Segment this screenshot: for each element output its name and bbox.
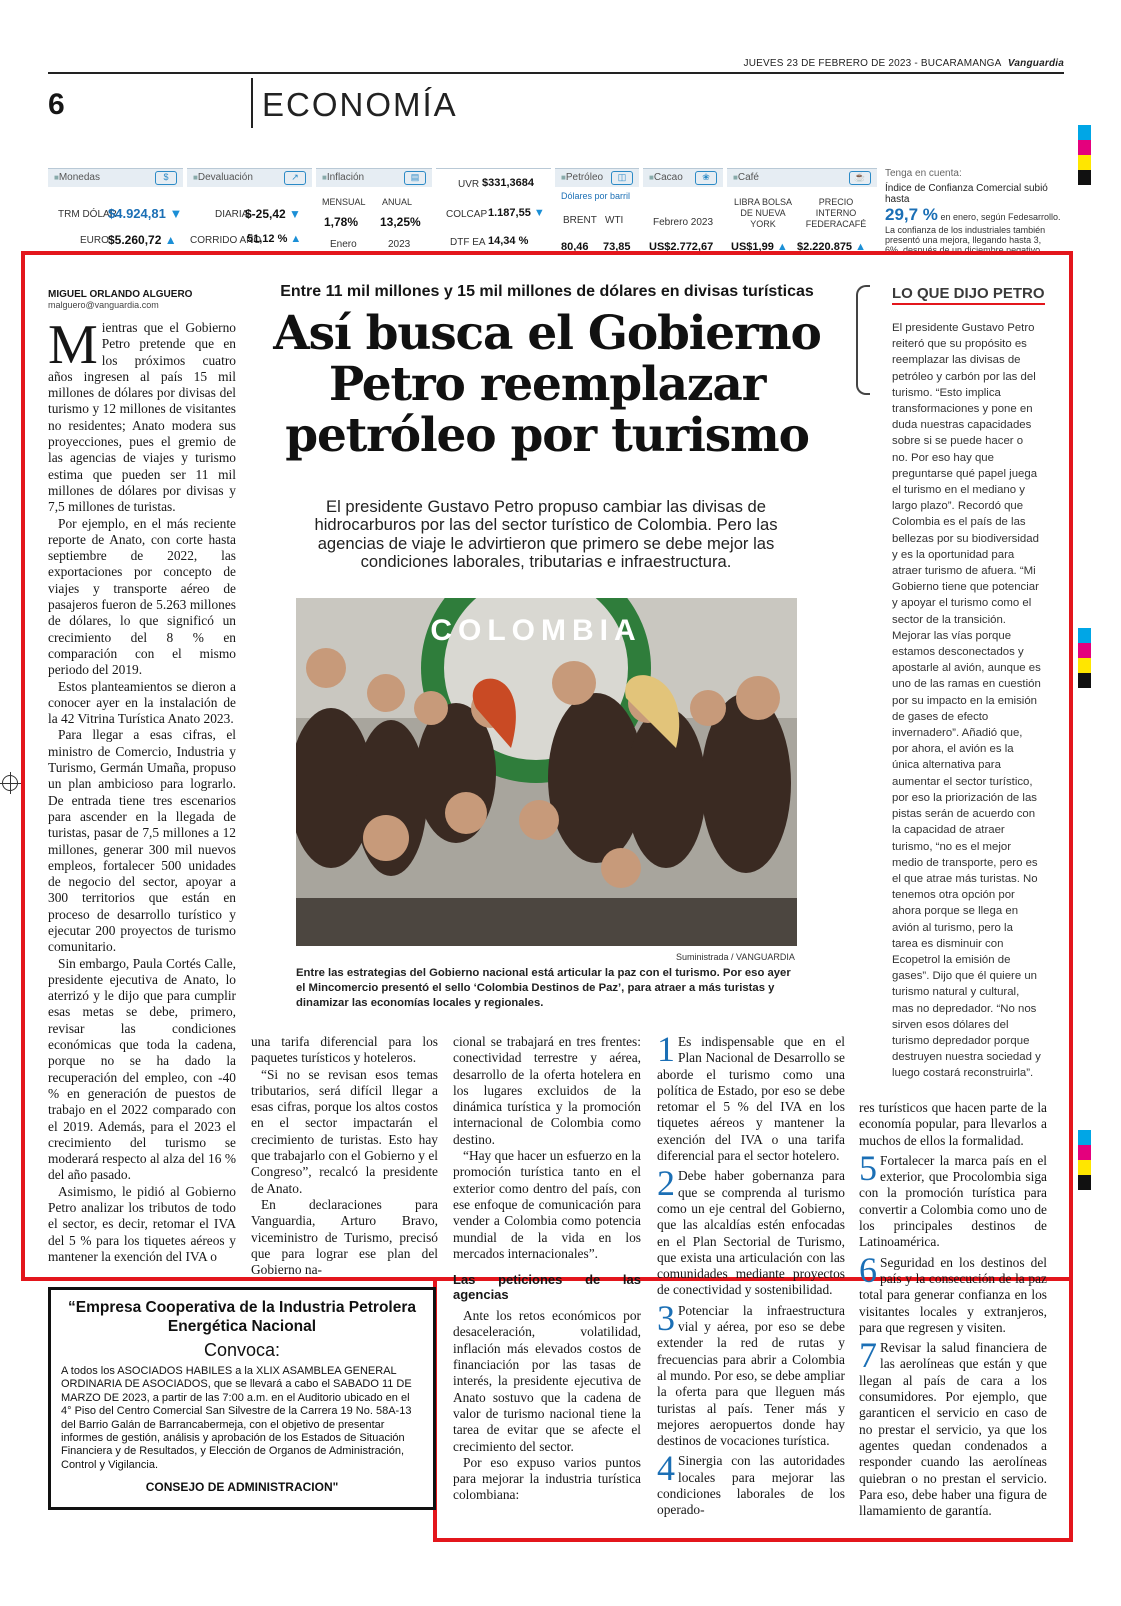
cacao-icon: ❀: [695, 171, 717, 185]
point-text: Es indispensable que en el Plan Nacional de Desarrollo se aborde el turismo como una política de Estado, por eso se debe retomar el 5 % del IVA en los tiquetes aéreos y mantener la exención del IVA o una tarifa diferencial para el sector hotelero.: [657, 1034, 845, 1164]
article-photo: [296, 598, 797, 946]
article-deck: El presidente Gustavo Petro propuso cambiar las divisas de hidrocarburos por las del sector turístico de Colombia. Pero las agencias de viaje le advirtieron que primero se debe mejor las condiciones laborales, tributarias e infraestructura.: [314, 497, 778, 572]
paragraph: Ante los retos económicos por desaceleración, volatilidad, inflación más elevados costos de financiación por las tasas de interés, la presidente ejecutiva de Anato sostuvo que la cadena de valor de turismo nacional tiene la tarea de evitar que se afecte el crecimiento del sector.: [453, 1308, 641, 1454]
indicator-cacao: [643, 168, 723, 253]
indicator-cafe: [727, 168, 877, 253]
indicator-devaluacion: [187, 168, 312, 253]
section-subhead: Las peticiones de las agencias: [453, 1272, 641, 1303]
drop-cap: M: [48, 314, 98, 376]
indicator-label: ■ Devaluación: [187, 169, 312, 187]
point-number: 1: [657, 1029, 675, 1069]
color-bar-middle: [1078, 628, 1091, 688]
point-text: Fortalecer la marca país en el exterior, que Procolombia siga con la promoción turística para convertir a Colombia como uno de los principales destinos de Latinoamérica.: [859, 1152, 1047, 1250]
ad-footer: CONSEJO DE ADMINISTRACION": [145, 1480, 339, 1495]
header-rule: [48, 58, 1064, 74]
tenga-label: Tenga en cuenta:: [885, 168, 962, 179]
photo-sign-text: COLOMBIA: [430, 614, 642, 647]
article-column-3: [453, 1034, 641, 1504]
cacao-value: US$2.772,67: [649, 241, 714, 253]
photo-credit: Suministrada / VANGUARDIA: [676, 952, 795, 962]
mensual-label: MENSUAL: [322, 197, 366, 207]
point-number: 4: [657, 1448, 675, 1489]
paragraph: Estos planteamientos se dieron a conocer ayer en la instalación de la 42 Vitrina Turística Anato 2023.: [48, 678, 236, 727]
tenga-text: La confianza de los industriales también presentó una mejora, llegando hasta 3, 6%, después de un diciembre negativo.: [885, 225, 1046, 255]
diaria-value: $-25,42 ▼: [245, 207, 301, 221]
indicator-label: ■ Inflación: [316, 169, 432, 187]
photo-caption: Entre las estrategias del Gobierno nacional está articular la paz con el turismo. Por eso ayer el Mincomercio presentó el sello ‘Colombia Destinos de Paz’, para atraer a más turistas y dinamizar las economías locales y regionales.: [296, 967, 791, 1009]
colcap-label: COLCAP: [446, 209, 488, 220]
ad-title: “Empresa Cooperativa de la Industria Petrolera Energética Nacional: [67, 1299, 416, 1335]
cafe-ny-value: US$1,99 ▲: [731, 241, 788, 253]
paragraph: Por eso expuso varios puntos para mejorar la industria turística colombiana:: [453, 1454, 641, 1503]
paragraph: En declaraciones para Vanguardia, Arturo Bravo, viceministro de Turismo, precisó que para lograr ese plan del Gobierno na-: [251, 1196, 438, 1278]
point-continuation: res turísticos que hacen parte de la economía popular, para llevarlos a muchos de ellos la formalidad.: [859, 1100, 1047, 1148]
point-number: 3: [657, 1297, 675, 1338]
cacao-date: Febrero 2023: [653, 217, 714, 228]
dtf-value: 14,34 %: [488, 235, 529, 247]
ad-convoca: Convoca:: [203, 1340, 281, 1360]
color-bar-top: [1078, 125, 1091, 185]
point-number: 6: [859, 1249, 877, 1290]
diaria-label: DIARIA: [215, 209, 249, 220]
color-bar-bottom: [1078, 1130, 1091, 1190]
indicator-monedas: [48, 168, 183, 253]
point-number: 7: [859, 1335, 877, 1376]
uvr-label: UVR: [458, 179, 480, 190]
tenga-en-cuenta: [885, 168, 1061, 255]
anio-label: 2023: [388, 239, 411, 250]
chart-up-icon: ↗: [284, 171, 306, 185]
article-column-5: [859, 1100, 1047, 1519]
cafe-interno-value: $2.220.875 ▲: [797, 241, 866, 253]
brent-value: 80,46: [561, 241, 589, 253]
section-title: ECONOMÍA: [262, 86, 458, 123]
euro-label: EURO: [80, 235, 109, 246]
euro-value: $5.260,72 ▲: [108, 233, 177, 247]
indicator-label: ■ Petróleo: [555, 169, 639, 187]
tenga-after: en enero, según Fedesarrollo.: [940, 212, 1061, 222]
article-kicker: Entre 11 mil millones y 15 mil millones de dólares en divisas turísticas: [280, 283, 814, 300]
dateline: [744, 58, 1064, 69]
date-text: JUEVES 23 DE FEBRERO DE 2023 - BUCARAMANGA: [743, 58, 1001, 69]
indicator-label: ■ Monedas: [48, 169, 183, 187]
page-number: 6: [48, 88, 65, 121]
point-text: Debe haber gobernanza para que se comprenda al turismo como un eje central del Gobierno, que las alcaldías estén enfocadas en el Plan Sectorial de Turismo, que exista una articulación con las comunidades mediante proyectos de conectividad y sostenibilidad.: [657, 1168, 845, 1298]
paragraph: Por ejemplo, en el más reciente reporte de Anato, con corte hasta septiembre de 2022, las exportaciones por concepto de viajes y transporte aéreo de pasajeros fueron de 5.263 millones de dólares, lo que significó un crecimiento del 8 % en comparación con el mismo periodo del 2019.: [48, 515, 236, 678]
brent-label: BRENT: [563, 215, 597, 226]
group-photo-illustration: [296, 598, 797, 946]
article-column-2: [251, 1034, 438, 1278]
trm-value: $4.924,81 ▼: [108, 206, 182, 221]
uvr-value: $331,3684: [482, 177, 534, 189]
point-text: Potenciar la infraestructura vial y aérea, por eso se debe extender la red de rutas y frecuencias para abrir a Colombia al mundo. Por eso, se debe ampliar la oferta para que lleguen más turistas al país. Tener más y mejores aeropuertos donde hay destinos de vocaciones turística.: [657, 1302, 845, 1449]
paragraph: “Si no se revisan esos temas tributarios, será difícil llegar a esas cifras, porque los altos costos en el sector impactarán el crecimiento de turistas. Esto hay que trabajarlo con el Gobierno y el Congreso”, recalcó la presidente de Anato.: [251, 1066, 438, 1196]
basket-icon: ▤: [404, 171, 426, 185]
corrido-value: 51,12 % ▲: [247, 233, 301, 245]
sidebar-text: El presidente Gustavo Petro reiteró que su propósito es reemplazar las divisas de petróleo y carbón por las del turismo. “Esto implica transformaciones y pone en duda nuestras capacidades sobre si se puede hacer o no. Por eso hay que preguntarse qué papel juega el turismo en el mediano y largo plazo”. Recordó que Colombia es el país de las bellezas por su biodiversidad y es la oportunidad para atraer turismo de afuera. “Mi Gobierno tiene que potenciar y apoyar el turismo como el sector de la transición. Mejorar las vías porque estamos desconectados y apostarle al avión, aunque es uno de las ramas en cuestión por su impacto en la emisión de gases de efecto invernadero”. Añadió que, por ahora, el avión es la única alternativa para aumentar el sector turístico, por eso la priorización de las pistas serán de acuerdo con la capacidad de atraer turismo, “no es el mejor medio de transporte, pero es el que atrae más turistas. No tenemos otra opción por ahora porque se llega en avión al turismo, pero la tarea es disminuir con Ecopetrol la emisión de gases”. Dijo que él quiere un turismo natural y cultural, mas no depredador. “No nos sirven esos dólares del turismo depredador porque destruyen nuestra sociedad y luego costará reconstruirla”.: [892, 322, 1041, 1080]
classified-ad: [48, 1287, 436, 1510]
point-text: Sinergia con las autoridades locales para mejorar las condiciones laborales de los operado-: [657, 1453, 845, 1518]
point-number: 5: [859, 1147, 877, 1188]
wti-value: 73,85: [603, 241, 631, 253]
brand-logo: Vanguardia: [1007, 58, 1064, 69]
ad-body: A todos los ASOCIADOS HABILES a la XLIX ASAMBLEA GENERAL ORDINARIA DE ASOCIADOS, que se llevará a cabo el SABADO 11 DE MARZO DE 2023, a partir de las 7:00 a.m. en el Auditorio ubicado en el 4° Piso del Centro Comercial San Silvestre de la Carrera 19 No. 58A-13 del Barrio Galán de Barrancabermeja, con el objetivo de presentar informes de gestión, análisis y aprobación de los Estados de Situación Financiera y de Resultados, y Elección de Organos de Administración, Control y Vigilancia.: [61, 1365, 412, 1471]
author-email[interactable]: malguero@vanguardia.com: [48, 300, 159, 310]
paragraph: Para llegar a esas cifras, el ministro de Comercio, Industria y Turismo, Germán Umaña, propuso un plan ambicioso para lograrlo. De entrada tiene tres escenarios para ascender en la llegada de turistas, pasar de 7,5 millones a 12 millones, generar 300 mil nuevos empleos, fortalecer 500 unidades de negocio del sector, apoyar a 300 territorios que están en proceso de desarrollo turístico y ejecutar 200 proyectos de turismo comunitario.: [48, 727, 236, 955]
coffee-icon: ☕: [849, 171, 871, 185]
indicator-petroleo: [555, 168, 639, 253]
author-byline: MIGUEL ORLANDO ALGUERO: [48, 289, 193, 300]
anual-value: 13,25%: [380, 215, 421, 229]
paragraph: Asimismo, le pidió al Gobierno Petro analizar los tributos de todo el sector, es decir, retomar el IVA del 5 % para los tiquetes aéreos y mantener la exención del IVA o: [48, 1183, 236, 1264]
article-column-1: [48, 314, 236, 1265]
indicator-inflacion: [316, 168, 432, 253]
sidebar-bracket: [856, 285, 870, 395]
tenga-figure: 29,7 %: [885, 205, 938, 224]
cafe-interno-label: PRECIO INTERNO FEDERACAFÉ: [805, 197, 867, 229]
oil-barrel-icon: ◫: [611, 171, 633, 185]
paragraph: cional se trabajará en tres frentes: conectividad terrestre y aérea, desarrollo de la oferta hotelera en los lugares excluidos de la dinámica turística y la promoción internacional de Colombia como destino.: [453, 1034, 641, 1147]
wti-label: WTI: [605, 215, 624, 226]
petroleo-sub: Dólares por barril: [561, 191, 631, 201]
colcap-value: 1.187,55 ▼: [488, 207, 545, 219]
section-divider: [251, 78, 253, 128]
article-column-4: [657, 1029, 845, 1519]
cash-icon: $: [155, 171, 177, 185]
point-number: 2: [657, 1163, 675, 1204]
paragraph: “Hay que hacer un esfuerzo en la promoción turística tanto en el exterior como dentro del país, con ese enfoque de comunicación para vender a Colombia como potencia mundial de la vida en los mercados internacionales”.: [453, 1148, 641, 1261]
paragraph: una tarifa diferencial para los paquetes turísticos y hoteleros.: [251, 1034, 438, 1066]
cafe-ny-label: LIBRA BOLSA DE NUEVA YORK: [733, 197, 793, 229]
sidebar-title: LO QUE DIJO PETRO: [892, 285, 1045, 305]
dtf-label: DTF EA: [450, 237, 486, 248]
paragraph: Sin embargo, Paula Cortés Calle, presidente ejecutiva de Anato, lo aterrizó y le dijo que para cumplir esas metas se debe, primero, revisar las condiciones económicas que toda la cadena, porque no se ha dado la recuperación del empleo, con -40 % en generación de puestos de trabajo en el 2022 comparado con el 2019. Además, para el 2023 el crecimiento del turismo se moderará respecto al alza del 16 % del año pasado.: [48, 955, 236, 1183]
mes-label: Enero: [330, 239, 357, 250]
indicator-label: ■ Café: [727, 169, 877, 187]
paragraph: ientras que el Gobierno Petro pretende que en los próximos cuatro años ingresen al país 15 mil millones de dólares por divisas del turismo y 12 millones de visitantes no residentes; Anato modera sus proyecciones, pues el gremio de las agencias de viajes y turismo estima que pueden ser 11 mil millones de dólares por divisas y 7,5 millones de turistas.: [48, 320, 236, 515]
indicator-label: ■ Cacao: [643, 169, 723, 187]
indicator-bolsa: [436, 168, 551, 253]
corrido-label: CORRIDO AÑO: [190, 235, 262, 246]
mensual-value: 1,78%: [324, 215, 359, 229]
point-text: Seguridad en los destinos del país y la consecución de la paz total para generar confianza en los visitantes locales y extranjeros, para que regresen y visiten.: [859, 1254, 1047, 1335]
registration-mark-icon: [2, 775, 18, 791]
point-text: Revisar la salud financiera de las aerolíneas que están y que llegan al país de cara a los consumidores. Por ejemplo, que garanticen el servicio en caso de no prestar el servicio, ya que los agentes quedan condenados a responder cuando las aerolíneas quiebran o no prestan el servicio. Para eso, debe haber una figura de llamamiento de garantía.: [859, 1340, 1047, 1519]
trm-label: TRM DÓLAR: [58, 209, 117, 220]
article-headline: Así busca el Gobierno Petro reemplazar petróleo por turismo: [273, 306, 821, 463]
anual-label: ANUAL: [382, 197, 413, 207]
tenga-title: Índice de Confianza Comercial subió hasta: [885, 183, 1048, 205]
